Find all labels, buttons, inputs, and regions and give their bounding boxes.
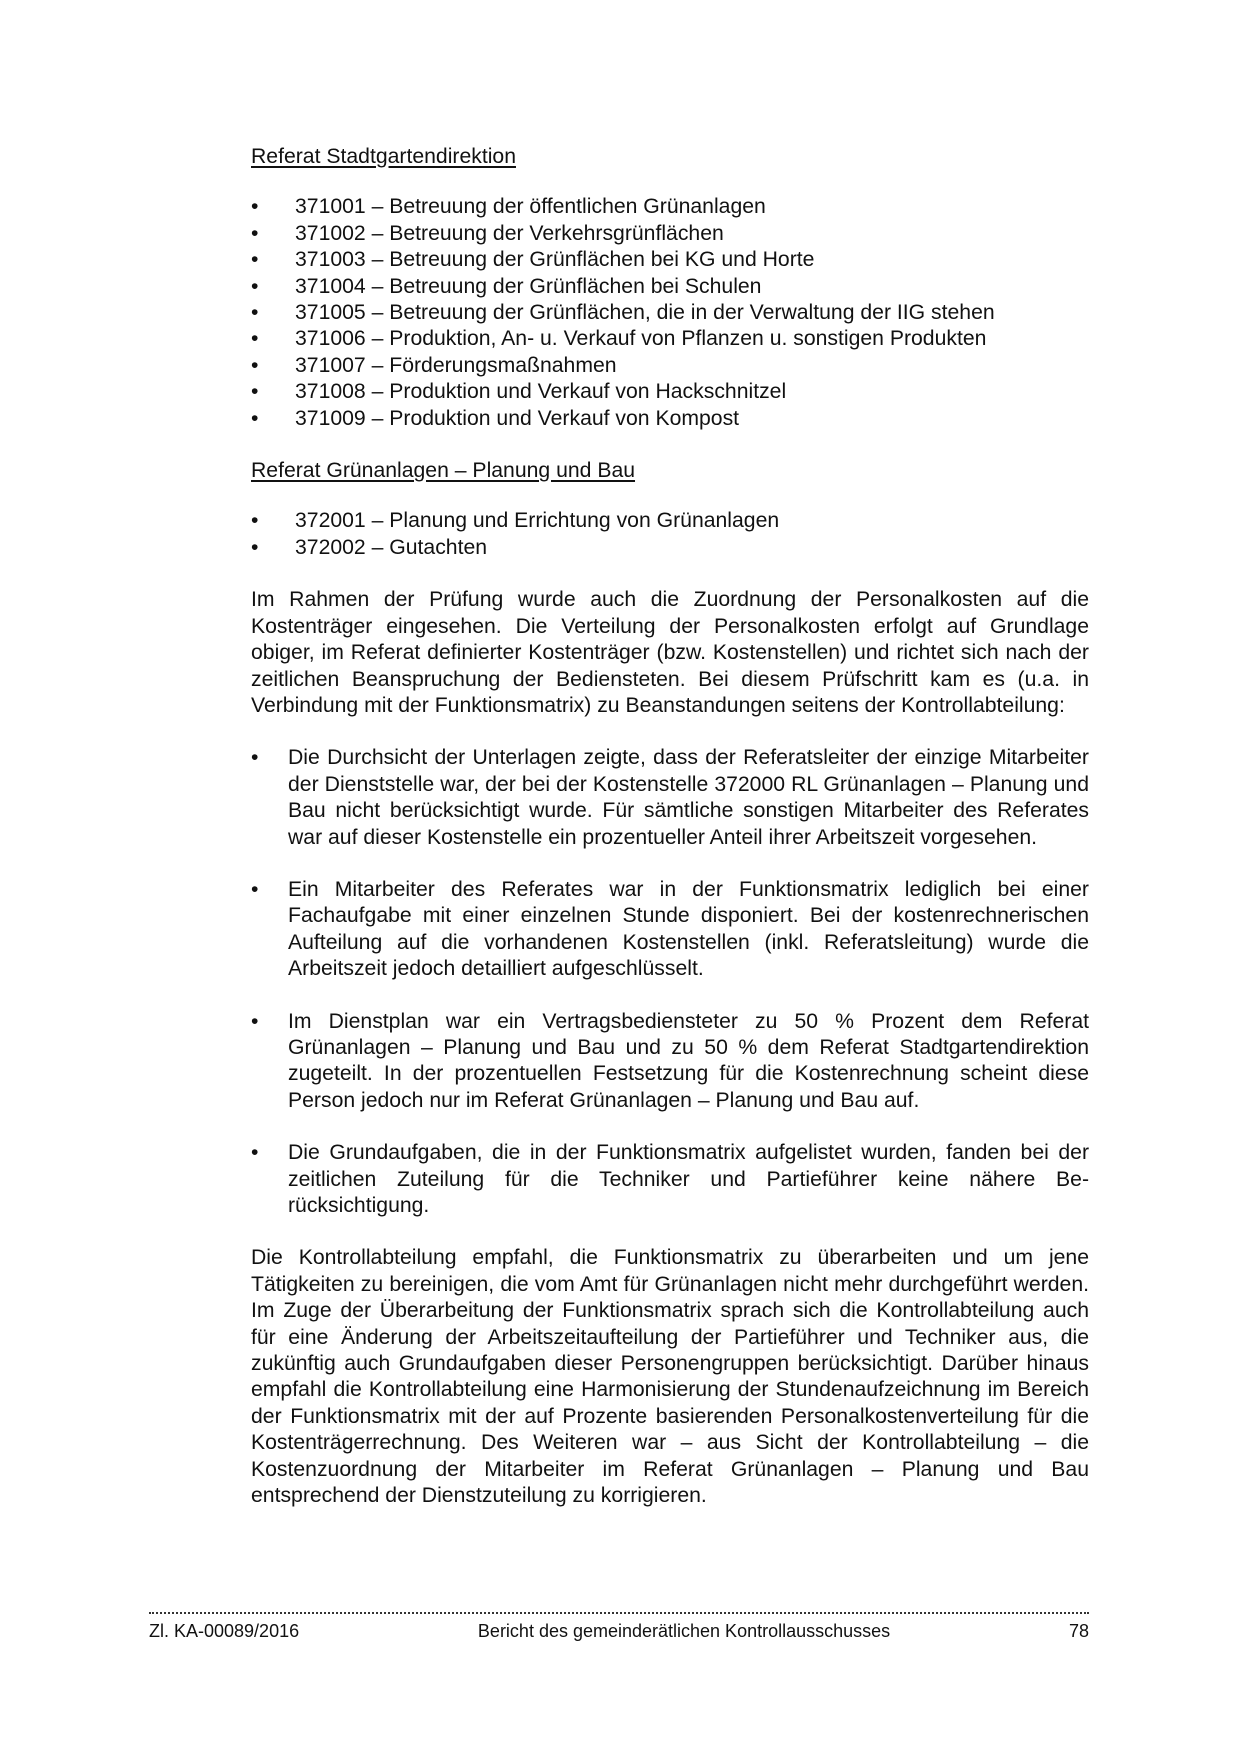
list-item: • 371003 – Betreuung der Grünflächen bei KG und Horte — [251, 247, 1089, 273]
finding-item: • Die Grundaufgaben, die in der Funktionsmatrix aufgelistet wurden, fanden bei der zeitlichen Zuteilung für die Techniker und Partieführer keine nähere Berücksichtigung. — [251, 1140, 1089, 1219]
section-heading-gruenanlagen: Referat Grünanlagen – Planung und Bau — [251, 459, 636, 483]
finding-item: • Im Dienstplan war ein Vertragsbediensteter zu 50 % Prozent dem Referat Grünanlagen – Planung und Bau und zu 50 % dem Referat Stadtgartendirektion zugeteilt. In der prozentuellen Festsetzung für die Kostenrechnung scheint diese Person jedoch nur im Referat Grünanlagen – Planung und Bau auf. — [251, 1009, 1089, 1115]
intro-paragraph: Im Rahmen der Prüfung wurde auch die Zuordnung der Personalkosten auf die Kostenträger eingesehen. Die Verteilung der Personalkosten erfolgt auf Grundlage obiger, im Referat definierter Kostenträger (bzw. Kostenstellen) und richtet sich nach der zeitlichen Beanspruchung der Bediensteten. Bei diesem Prüfschritt kam es (u.a. in Verbindung mit der Funktionsmatrix) zu Beanstandungen seitens der Kontrollabteilung: — [251, 588, 1089, 717]
list-item: • 371005 – Betreuung der Grünflächen, die in der Verwaltung der IIG stehen — [251, 300, 1089, 326]
list-item: • 372001 – Planung und Errichtung von Grünanlagen — [251, 508, 1089, 534]
page-footer — [149, 1612, 1089, 1642]
finding-item: • Die Durchsicht der Unterlagen zeigte, dass der Referatsleiter der einzige Mitarbeiter der Dienststelle war, der bei der Kostenstelle 372000 RL Grünanlagen – Planung und Bau nicht berücksichtigt wurde. Für sämtliche sonstigen Mitarbeiter des Referates war auf dieser Kostenstelle ein prozentueller Anteil ihrer Arbeitszeit vorgesehen. — [251, 745, 1089, 851]
list-item: • 371006 – Produktion, An- u. Verkauf von Pflanzen u. sonstigen Produkten — [251, 326, 1089, 352]
section-heading-stadtgartendirektion: Referat Stadtgartendirektion — [251, 145, 516, 168]
page-number: 78 — [1068, 1621, 1089, 1641]
findings-list — [251, 745, 1089, 1219]
list-item: • 371007 – Förderungsmaßnahmen — [251, 353, 1089, 379]
list-item: • 371008 – Produktion und Verkauf von Hackschnitzel — [251, 379, 1089, 405]
finding-item: • Ein Mitarbeiter des Referates war in der Funktionsmatrix lediglich bei einer Fachaufgabe mit einer einzelnen Stunde disponiert. Bei der kostenrechnerischen Aufteilung auf die vorhandenen Kostenstellen (inkl. Referatsleitung) wurde die Arbeitszeit jedoch detailliert aufgeschlüsselt. — [251, 877, 1089, 983]
footer-title: Bericht des gemeinderätlichen Kontrollausschusses — [477, 1621, 891, 1641]
list-item: • 371009 – Produktion und Verkauf von Kompost — [251, 406, 1089, 432]
cost-center-list-gruenanlagen — [251, 508, 1089, 561]
cost-center-list-stadtgartendirektion — [251, 194, 1089, 432]
document-body — [251, 144, 1089, 1509]
list-item: • 371002 – Betreuung der Verkehrsgrünflächen — [251, 221, 1089, 247]
list-item: • 372002 – Gutachten — [251, 535, 1089, 561]
list-item: • 371004 – Betreuung der Grünflächen bei Schulen — [251, 274, 1089, 300]
footer-divider — [149, 1612, 1089, 1614]
recommendation-paragraph: Die Kontrollabteilung empfahl, die Funktionsmatrix zu überarbeiten und um jene Tätigkeiten zu bereinigen, die vom Amt für Grünanlagen nicht mehr durchgeführt werden. Im Zuge der Überarbeitung der Funktionsmatrix sprach sich die Kontrollabteilung auch für eine Änderung der Arbeitszeitaufteilung der Partieführer und Techniker aus, die zukünftig auch Grundaufgaben dieser Personengruppen berücksichtigt. Darüber hinaus empfahl die Kontrollabteilung eine Harmonisierung der Stundenaufzeichnung im Bereich der Funktionsmatrix mit der auf Prozente basierenden Personalkostenverteilung für die Kostenträgerrechnung. Des Weiteren war – aus Sicht der Kontrollabteilung – die Kostenzuordnung der Mitarbeiter im Referat Grünanlagen – Planung und Bau entsprechend der Dienstzuteilung zu korrigieren. — [251, 1246, 1089, 1508]
footer-reference: Zl. KA-00089/2016 — [149, 1621, 300, 1641]
list-item: • 371001 – Betreuung der öffentlichen Grünanlagen — [251, 194, 1089, 220]
